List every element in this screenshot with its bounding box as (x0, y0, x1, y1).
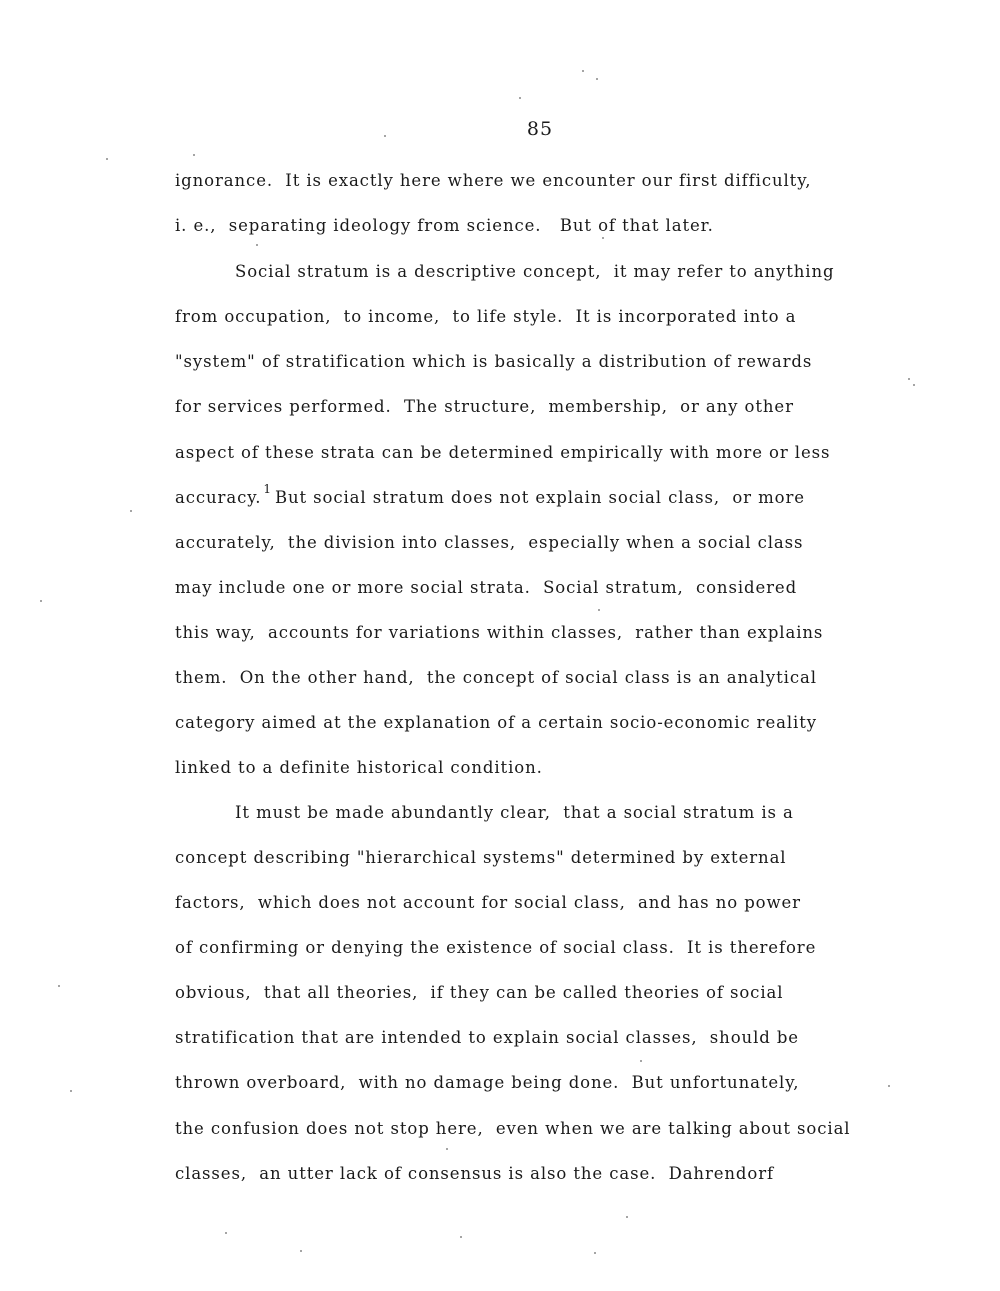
text-line-4: from occupation, to income, to life style. It is incorporated into a (175, 307, 797, 326)
footnote-mark: 1 (263, 482, 272, 496)
scan-speck (594, 1252, 596, 1254)
text-line-20: stratification that are intended to explain social classes, should be (175, 1028, 799, 1047)
scan-speck (460, 1236, 462, 1238)
scan-speck (384, 135, 386, 137)
text-line-14: linked to a definite historical condition. (175, 758, 543, 777)
scan-speck (446, 1148, 448, 1150)
text-line-13: category aimed at the explanation of a certain socio-economic reality (175, 713, 817, 732)
text-line-8-prefix: accuracy. (175, 488, 262, 507)
text-line-23: classes, an utter lack of consensus is also the case. Dahrendorf (175, 1164, 775, 1183)
page-number: 85 (526, 118, 554, 140)
text-line-11: this way, accounts for variations within classes, rather than explains (175, 623, 824, 642)
text-line-8-rest: But social stratum does not explain social class, or more (274, 488, 805, 507)
text-line-5: "system" of stratification which is basically a distribution of rewards (175, 352, 813, 371)
scan-speck (106, 158, 108, 160)
text-line-2: i. e., separating ideology from science. But of that later. (175, 216, 714, 235)
scan-speck (640, 1060, 642, 1062)
text-line-3: Social stratum is a descriptive concept, it may refer to anything (235, 262, 835, 281)
text-line-9: accurately, the division into classes, especially when a social class (175, 533, 804, 552)
scan-speck (40, 600, 42, 602)
scan-speck (193, 154, 195, 156)
scan-speck (225, 1232, 227, 1234)
scan-speck (519, 97, 521, 99)
text-line-16: concept describing "hierarchical systems" determined by external (175, 848, 787, 867)
scan-speck (596, 78, 598, 80)
scan-speck (908, 378, 910, 380)
text-line-21: thrown overboard, with no damage being done. But unfortunately, (175, 1073, 800, 1092)
text-line-7: aspect of these strata can be determined empirically with more or less (175, 443, 831, 462)
text-line-8 (175, 482, 805, 509)
scan-speck (130, 510, 132, 512)
scan-speck (70, 1090, 72, 1092)
scan-speck (300, 1250, 302, 1252)
text-line-12: them. On the other hand, the concept of social class is an analytical (175, 668, 817, 687)
scan-speck (602, 237, 604, 239)
text-line-18: of confirming or denying the existence of social class. It is therefore (175, 938, 817, 957)
text-line-15: It must be made abundantly clear, that a social stratum is a (235, 803, 794, 822)
scan-speck (913, 384, 915, 386)
scan-speck (582, 70, 584, 72)
scan-speck (256, 244, 258, 246)
text-line-10: may include one or more social strata. Social stratum, considered (175, 578, 798, 597)
scan-speck (626, 1216, 628, 1218)
text-line-1: ignorance. It is exactly here where we encounter our first difficulty, (175, 171, 812, 190)
text-line-22: the confusion does not stop here, even when we are talking about social (175, 1119, 851, 1138)
scan-speck (58, 985, 60, 987)
scan-speck (598, 609, 600, 611)
text-line-17: factors, which does not account for social class, and has no power (175, 893, 801, 912)
scan-speck (888, 1085, 890, 1087)
text-line-6: for services performed. The structure, membership, or any other (175, 397, 794, 416)
text-line-19: obvious, that all theories, if they can be called theories of social (175, 983, 784, 1002)
